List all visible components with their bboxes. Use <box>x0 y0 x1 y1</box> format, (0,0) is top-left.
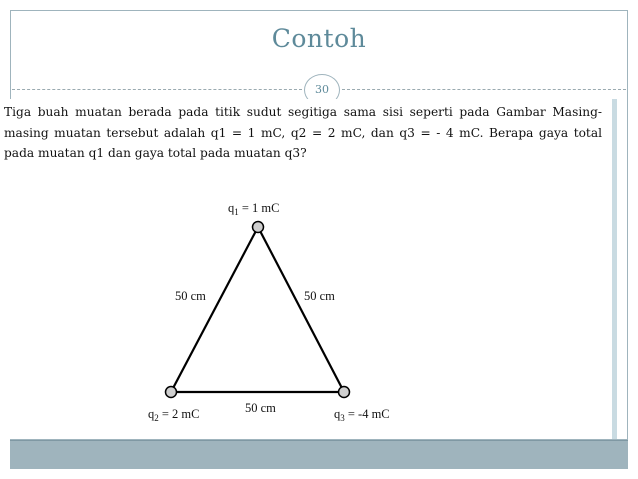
triangle-side-right <box>258 227 344 392</box>
q1-symbol: q <box>228 201 235 215</box>
side-right-length: 50 cm <box>304 289 335 303</box>
q2-symbol: q <box>148 407 155 421</box>
slide-footer-line <box>10 440 628 441</box>
q2-value: = 2 mC <box>158 407 200 421</box>
charge-q2-label <box>148 407 200 423</box>
triangle-side-left <box>171 227 258 392</box>
q1-subscript: 1 <box>234 207 239 217</box>
q3-symbol: q <box>334 407 341 421</box>
slide-footer-bar <box>10 439 628 469</box>
q1-value: = 1 mC <box>238 201 280 215</box>
problem-text: Tiga buah muatan berada pada titik sudut segitiga sama sisi seperti pada Gambar Masing-masing muatan tersebut adalah q1 = 1 mC, q2 = 2 mC, dan q3 = - 4 mC. Berapa gaya total pada muatan q1 dan gaya total pada muatan q3? <box>4 105 602 160</box>
charge-q1-node <box>253 222 264 233</box>
charge-q3-label <box>334 407 390 423</box>
page-number-badge: 30 <box>304 74 340 106</box>
charge-q3-node <box>339 387 350 398</box>
charge-q2-node <box>166 387 177 398</box>
q3-subscript: 3 <box>340 413 345 423</box>
q3-value: = -4 mC <box>344 407 390 421</box>
q2-subscript: 2 <box>154 413 159 423</box>
side-bottom-length: 50 cm <box>245 401 276 415</box>
side-left-length: 50 cm <box>175 289 206 303</box>
charge-q1-label <box>228 201 280 217</box>
slide-title: Contoh <box>271 24 367 53</box>
